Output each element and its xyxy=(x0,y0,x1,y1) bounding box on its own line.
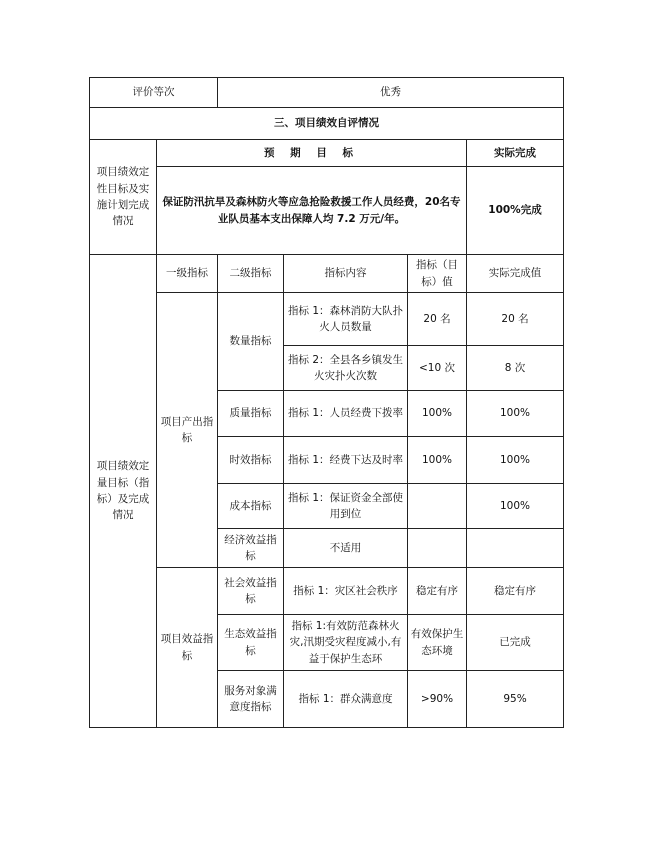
quantity-row2-target: <10 次 xyxy=(408,346,467,391)
satisfaction-level2: 服务对象满意度指标 xyxy=(218,671,284,728)
rating-value: 优秀 xyxy=(218,78,564,108)
economic-actual xyxy=(467,529,564,568)
cost-level2: 成本指标 xyxy=(218,484,284,529)
social-level2: 社会效益指标 xyxy=(218,568,284,615)
social-actual: 稳定有序 xyxy=(467,568,564,615)
qualitative-content-row xyxy=(90,167,564,255)
ecological-content: 指标 1:有效防范森林火灾,汛期受灾程度减小,有益于保护生态环 xyxy=(284,615,408,671)
quantity-row2-content: 指标 2：全县各乡镇发生火灾扑火次数 xyxy=(284,346,408,391)
satisfaction-actual: 95% xyxy=(467,671,564,728)
quantity-row1-actual: 20 名 xyxy=(467,293,564,346)
cost-content: 指标 1：保证资金全部使用到位 xyxy=(284,484,408,529)
ecological-actual: 已完成 xyxy=(467,615,564,671)
expected-goal-text: 保证防汛抗旱及森林防火等应急抢险救援工作人员经费，20名专业队员基本支出保障人均 7.2 万元/年。 xyxy=(157,167,467,255)
qualitative-header-row xyxy=(90,140,564,167)
timeliness-level2: 时效指标 xyxy=(218,437,284,484)
timeliness-target: 100% xyxy=(408,437,467,484)
table-row xyxy=(90,568,564,615)
timeliness-actual: 100% xyxy=(467,437,564,484)
rating-row xyxy=(90,78,564,108)
satisfaction-target: >90% xyxy=(408,671,467,728)
cost-target xyxy=(408,484,467,529)
rating-label: 评价等次 xyxy=(90,78,218,108)
ecological-target: 有效保护生态环境 xyxy=(408,615,467,671)
header-level2: 二级指标 xyxy=(218,255,284,293)
social-content: 指标 1：灾区社会秩序 xyxy=(284,568,408,615)
quantity-level2: 数量指标 xyxy=(218,293,284,391)
performance-evaluation-table xyxy=(89,77,564,728)
header-level1: 一级指标 xyxy=(157,255,218,293)
header-actual: 实际完成值 xyxy=(467,255,564,293)
qualitative-label: 项目绩效定性目标及实施计划完成情况 xyxy=(90,140,157,255)
expected-goal-header: 预 期 目 标 xyxy=(157,140,467,167)
quantity-row1-content: 指标 1：森林消防大队扑火人员数量 xyxy=(284,293,408,346)
quantity-row1-target: 20 名 xyxy=(408,293,467,346)
header-target: 指标（目标）值 xyxy=(408,255,467,293)
social-target: 稳定有序 xyxy=(408,568,467,615)
economic-target xyxy=(408,529,467,568)
satisfaction-content: 指标 1：群众满意度 xyxy=(284,671,408,728)
economic-level2: 经济效益指标 xyxy=(218,529,284,568)
quality-actual: 100% xyxy=(467,391,564,437)
quantitative-label: 项目绩效定量目标（指标）及完成情况 xyxy=(90,255,157,728)
section-title: 三、项目绩效自评情况 xyxy=(90,108,564,140)
economic-content: 不适用 xyxy=(284,529,408,568)
actual-completion-text: 100%完成 xyxy=(467,167,564,255)
quality-target: 100% xyxy=(408,391,467,437)
quality-level2: 质量指标 xyxy=(218,391,284,437)
output-level1: 项目产出指标 xyxy=(157,293,218,568)
quality-content: 指标 1：人员经费下拨率 xyxy=(284,391,408,437)
ecological-level2: 生态效益指标 xyxy=(218,615,284,671)
header-content: 指标内容 xyxy=(284,255,408,293)
benefit-level1: 项目效益指标 xyxy=(157,568,218,728)
table-row xyxy=(90,293,564,346)
section-title-row xyxy=(90,108,564,140)
quantity-row2-actual: 8 次 xyxy=(467,346,564,391)
cost-actual: 100% xyxy=(467,484,564,529)
quantitative-header-row xyxy=(90,255,564,293)
timeliness-content: 指标 1：经费下达及时率 xyxy=(284,437,408,484)
actual-completion-header: 实际完成 xyxy=(467,140,564,167)
